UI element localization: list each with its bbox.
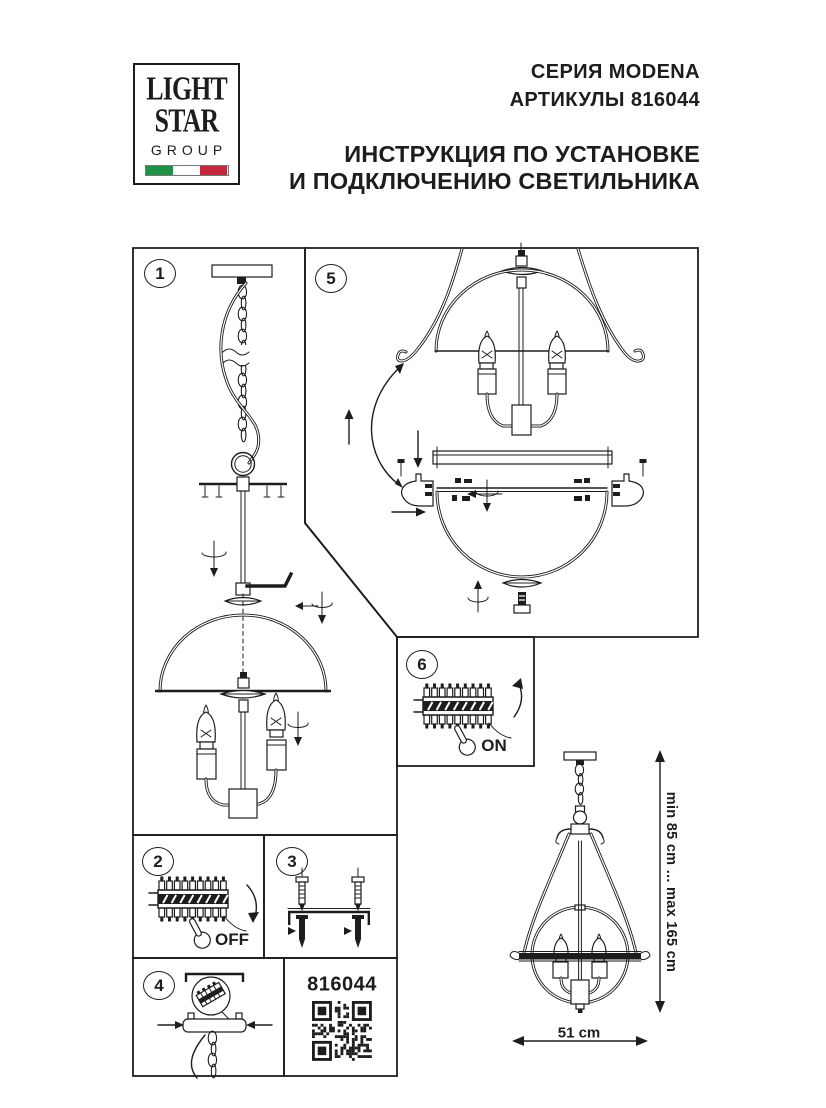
- step-5-badge: 5: [315, 264, 347, 293]
- series-title: СЕРИЯ MODENA: [530, 61, 700, 83]
- on-label: ON: [481, 736, 507, 755]
- off-label: OFF: [215, 930, 249, 949]
- flag-white-stripe: [173, 166, 200, 175]
- flag-red-stripe: [200, 166, 227, 175]
- panel-3-diagram: [288, 868, 370, 948]
- flag-green-stripe: [146, 166, 173, 175]
- height-dimension-label: min 85 cm ... max 165 cm: [663, 791, 679, 973]
- chain-links: [575, 764, 583, 804]
- allen-key-icon: [247, 574, 291, 586]
- instruction-title-line1: ИНСТРУКЦИЯ ПО УСТАНОВКЕ: [344, 141, 700, 167]
- qr-code: [312, 1001, 372, 1061]
- terminal-block: [414, 684, 493, 729]
- step-3-badge: 3: [276, 847, 308, 876]
- logo-group-label: GROUP: [150, 142, 228, 158]
- assembled-chandelier-diagram: [510, 750, 665, 1046]
- header: [289, 58, 700, 194]
- step-4-badge: 4: [143, 971, 175, 1000]
- lightstar-logo: [133, 63, 240, 185]
- step-6-badge: 6: [406, 650, 438, 679]
- logo-light: LIGHT: [146, 70, 227, 108]
- terminal-block: [149, 877, 228, 922]
- chain-links: [208, 1031, 216, 1078]
- step-2-badge: 2: [142, 847, 174, 876]
- article-title: АРТИКУЛЫ 816044: [509, 89, 700, 111]
- instruction-title-line2: И ПОДКЛЮЧЕНИЮ СВЕТИЛЬНИКА: [288, 167, 700, 194]
- panel-5-diagram: [345, 243, 647, 613]
- article-number-label: 816044: [307, 973, 377, 996]
- italian-flag-icon: [145, 165, 229, 176]
- width-dimension-label: 51 cm: [557, 1024, 601, 1042]
- step-1-badge: 1: [144, 259, 176, 288]
- panel-4-diagram: [158, 974, 272, 1078]
- logo-star: STAR: [154, 102, 219, 140]
